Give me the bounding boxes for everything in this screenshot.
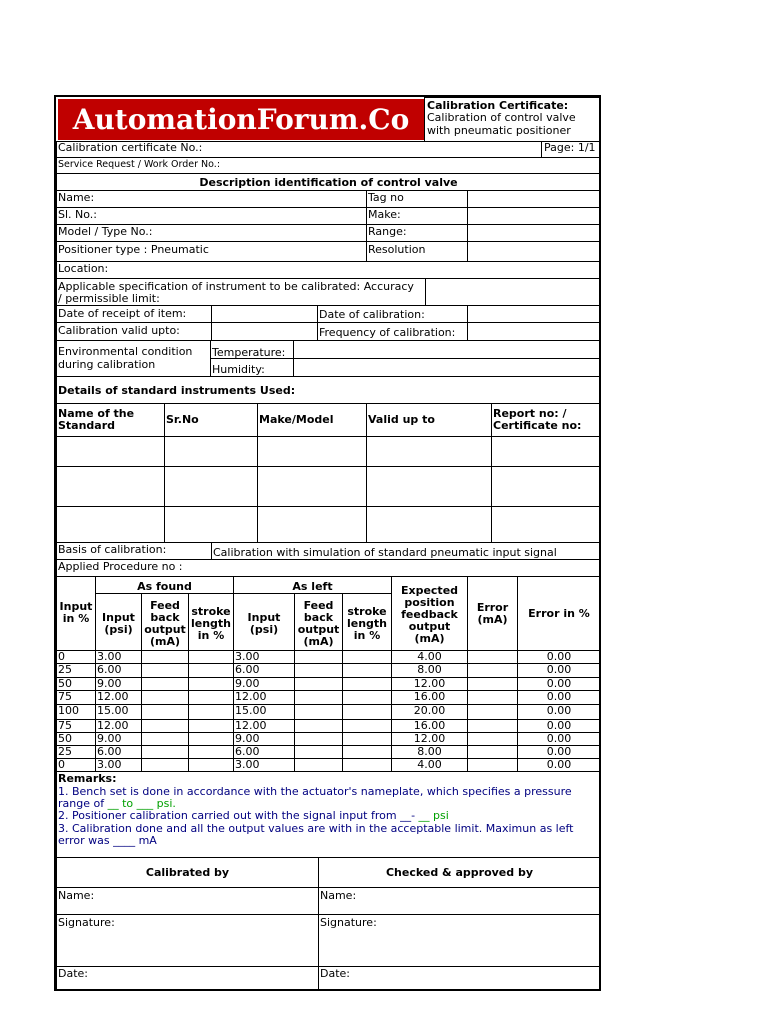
- sl-no-label: Sl. No.:: [58, 208, 97, 221]
- calibrated-by-signature-label: Signature:: [58, 916, 115, 929]
- description-heading: Description identification of control valve: [199, 176, 458, 189]
- specification-label: / permissible limit:: [58, 292, 160, 305]
- basis-value: Calibration with simulation of standard pneumatic input signal: [213, 546, 557, 559]
- result-cell[interactable]: [467, 758, 518, 772]
- cert-no-label: Calibration certificate No.:: [58, 141, 203, 154]
- result-cell[interactable]: [294, 704, 343, 720]
- col-error-ma: Error: [476, 601, 509, 614]
- standards-cell[interactable]: [164, 466, 258, 507]
- result-value: 16.00: [413, 719, 446, 732]
- result-value: 0.00: [546, 719, 572, 732]
- model-label: Model / Type No.:: [58, 225, 153, 238]
- basis-label: Basis of calibration:: [58, 543, 167, 556]
- result-value: 12.00: [97, 690, 129, 703]
- humidity-label: Humidity:: [212, 363, 265, 376]
- col-left-input-psi: (psi): [249, 623, 279, 636]
- standards-cell[interactable]: [56, 466, 165, 507]
- col-found-feedback: output: [144, 623, 186, 636]
- col-input-percent: in %: [62, 612, 90, 625]
- result-cell[interactable]: [294, 663, 343, 678]
- result-value: 0.00: [546, 732, 572, 745]
- result-cell[interactable]: [294, 745, 343, 759]
- calibrated-by-heading: Calibrated by: [145, 866, 230, 879]
- specification-value-cell[interactable]: [425, 278, 601, 306]
- result-cell[interactable]: [467, 719, 518, 733]
- result-value: 6.00: [97, 745, 122, 758]
- col-name-standard: Name of the: [58, 407, 135, 420]
- col-expected-output: feedback: [401, 608, 458, 621]
- temperature-label: Temperature:: [212, 346, 286, 359]
- result-cell[interactable]: [342, 704, 392, 720]
- col-left-stroke: stroke: [347, 605, 387, 618]
- result-value: 20.00: [413, 704, 446, 717]
- result-cell[interactable]: [141, 663, 189, 678]
- result-cell[interactable]: [294, 677, 343, 691]
- result-cell[interactable]: [188, 650, 234, 664]
- standards-cell[interactable]: [56, 436, 165, 467]
- positioner-label: Positioner type : Pneumatic: [58, 243, 209, 256]
- result-value: 0: [58, 650, 65, 663]
- result-value: 0: [58, 758, 65, 771]
- calibrated-by-name-cell[interactable]: [56, 887, 319, 915]
- frequency-value-cell[interactable]: [467, 322, 601, 341]
- result-value: 12.00: [97, 719, 129, 732]
- result-cell[interactable]: [141, 758, 189, 772]
- remark-1: 1. Bench set is done in accordance with the actuator's nameplate, which specifies a pressure: [58, 785, 572, 798]
- result-cell[interactable]: [188, 663, 234, 678]
- result-value: 0.00: [546, 745, 572, 758]
- standards-cell[interactable]: [366, 506, 492, 543]
- result-value: 15.00: [97, 704, 129, 717]
- checked-by-name-label: Name:: [320, 889, 357, 902]
- checked-by-signature-label: Signature:: [320, 916, 377, 929]
- result-value: 12.00: [413, 732, 446, 745]
- environment-label: Environmental condition: [58, 345, 193, 358]
- standards-cell[interactable]: [491, 466, 601, 507]
- standards-cell[interactable]: [164, 506, 258, 543]
- sl-no-cell[interactable]: [56, 207, 367, 225]
- result-cell[interactable]: [141, 650, 189, 664]
- standards-heading: Details of standard instruments Used:: [58, 384, 296, 397]
- result-cell[interactable]: [188, 677, 234, 691]
- checked-by-name-cell[interactable]: [318, 887, 601, 915]
- result-cell[interactable]: [467, 690, 518, 705]
- result-value: 0.00: [546, 704, 572, 717]
- col-valid-up-to: Valid up to: [368, 413, 435, 426]
- result-value: 0.00: [546, 650, 572, 663]
- tag-label: Tag no: [368, 191, 404, 204]
- page-number: Page: 1/1: [544, 141, 596, 154]
- col-found-stroke: length: [190, 617, 232, 630]
- cert-title: Calibration Certificate:: [427, 99, 569, 112]
- location-label: Location:: [58, 262, 109, 275]
- range-value-cell[interactable]: [467, 224, 601, 242]
- remark-3: 3. Calibration done and all the output values are with in the acceptable limit. Maximun as left: [58, 822, 574, 835]
- col-left-stroke: length: [346, 617, 388, 630]
- result-value: 16.00: [413, 690, 446, 703]
- result-cell[interactable]: [141, 704, 189, 720]
- humidity-value-cell[interactable]: [293, 358, 601, 377]
- procedure-label: Applied Procedure no :: [58, 560, 183, 573]
- result-value: 0.00: [546, 690, 572, 703]
- standards-cell[interactable]: [491, 506, 601, 543]
- checked-by-heading: Checked & approved by: [385, 866, 534, 879]
- result-value: 12.00: [235, 690, 267, 703]
- name-cell[interactable]: [56, 190, 367, 208]
- col-report-no: Certificate no:: [493, 419, 582, 432]
- resolution-value-cell[interactable]: [467, 241, 601, 262]
- col-name-standard: Standard: [58, 419, 116, 432]
- checked-by-date-cell[interactable]: [318, 966, 601, 991]
- calibrated-by-date-cell[interactable]: [56, 966, 319, 991]
- result-value: 9.00: [235, 677, 260, 690]
- col-expected-output: position: [404, 596, 455, 609]
- result-value: 9.00: [235, 732, 260, 745]
- result-value: 0.00: [546, 677, 572, 690]
- result-value: 9.00: [97, 732, 122, 745]
- col-left-feedback: Feed: [303, 599, 334, 612]
- result-cell[interactable]: [342, 732, 392, 746]
- result-cell[interactable]: [188, 690, 234, 705]
- as-found-heading: As found: [137, 580, 192, 593]
- result-value: 6.00: [97, 663, 122, 676]
- col-expected-output: Expected: [400, 584, 459, 597]
- result-cell[interactable]: [294, 732, 343, 746]
- result-cell[interactable]: [342, 690, 392, 705]
- date-calibration-label: Date of calibration:: [319, 308, 425, 321]
- result-cell[interactable]: [467, 663, 518, 678]
- make-value-cell[interactable]: [467, 207, 601, 225]
- result-value: 12.00: [413, 677, 446, 690]
- cert-subtitle: Calibration of control valve: [427, 111, 576, 124]
- col-found-feedback: Feed: [150, 599, 180, 612]
- result-cell[interactable]: [188, 732, 234, 746]
- standards-cell[interactable]: [56, 506, 165, 543]
- remark-1-range: __ to ___ psi.: [107, 797, 176, 810]
- col-expected-output: (mA): [414, 632, 445, 645]
- col-sr-no: Sr.No: [166, 413, 199, 426]
- col-left-stroke: in %: [353, 629, 381, 642]
- remark-2: [58, 810, 449, 822]
- result-cell[interactable]: [141, 690, 189, 705]
- name-label: Name:: [58, 191, 95, 204]
- receipt-value-cell[interactable]: [211, 305, 318, 323]
- as-left-heading: As left: [292, 580, 333, 593]
- result-cell[interactable]: [188, 704, 234, 720]
- col-left-feedback: output: [297, 623, 340, 636]
- result-cell[interactable]: [467, 677, 518, 691]
- result-cell[interactable]: [342, 663, 392, 678]
- result-value: 0.00: [546, 758, 572, 771]
- col-input-percent: Input: [59, 600, 93, 613]
- result-value: 9.00: [97, 677, 122, 690]
- remark-3: error was ____ mA: [58, 834, 157, 847]
- result-cell[interactable]: [342, 650, 392, 664]
- standards-cell[interactable]: [257, 506, 367, 543]
- result-value: 8.00: [417, 745, 442, 758]
- frequency-label: Frequency of calibration:: [319, 326, 456, 339]
- remark-1-text: range of: [58, 797, 108, 810]
- date-calibration-value-cell[interactable]: [467, 305, 601, 323]
- result-value: 6.00: [235, 745, 260, 758]
- result-value: 3.00: [235, 758, 260, 771]
- result-value: 3.00: [235, 650, 260, 663]
- checked-by-date-label: Date:: [320, 967, 350, 980]
- standards-cell[interactable]: [164, 436, 258, 467]
- resolution-label: Resolution: [368, 243, 426, 256]
- result-value: 50: [58, 677, 72, 690]
- calibration-certificate-form: [54, 95, 601, 991]
- environment-label: during calibration: [58, 358, 156, 371]
- col-found-feedback: (mA): [149, 635, 181, 648]
- location-cell[interactable]: [56, 261, 601, 279]
- result-cell[interactable]: [294, 719, 343, 733]
- standards-cell[interactable]: [366, 436, 492, 467]
- result-cell[interactable]: [342, 677, 392, 691]
- col-found-input-psi: Input: [102, 611, 135, 624]
- result-value: 50: [58, 732, 72, 745]
- result-value: 12.00: [235, 719, 267, 732]
- col-left-input-psi: Input: [247, 611, 281, 624]
- result-cell[interactable]: [141, 677, 189, 691]
- valid-upto-label: Calibration valid upto:: [58, 324, 180, 337]
- make-label: Make:: [368, 208, 401, 221]
- result-value: 15.00: [235, 704, 267, 717]
- result-value: 0.00: [546, 663, 572, 676]
- result-value: 4.00: [417, 758, 442, 771]
- result-cell[interactable]: [342, 745, 392, 759]
- col-found-stroke: stroke: [191, 605, 231, 618]
- col-found-stroke: in %: [197, 629, 225, 642]
- result-value: 4.00: [417, 650, 442, 663]
- result-cell[interactable]: [141, 745, 189, 759]
- col-expected-output: output: [408, 620, 451, 633]
- standards-cell[interactable]: [257, 466, 367, 507]
- calibrated-by-name-label: Name:: [58, 889, 95, 902]
- result-value: 25: [58, 745, 72, 758]
- logo: AutomationForum.Co: [58, 99, 424, 140]
- tag-value-cell[interactable]: [467, 190, 601, 208]
- result-value: 6.00: [235, 663, 260, 676]
- result-cell[interactable]: [467, 650, 518, 664]
- result-cell[interactable]: [294, 758, 343, 772]
- col-make-model: Make/Model: [259, 413, 334, 426]
- col-left-feedback: (mA): [303, 635, 334, 648]
- col-found-input-psi: (psi): [104, 623, 133, 636]
- result-value: 3.00: [97, 650, 122, 663]
- col-error-percent: Error in %: [528, 607, 590, 620]
- calibrated-by-date-label: Date:: [58, 967, 88, 980]
- cert-subtitle: with pneumatic positioner: [427, 124, 571, 137]
- remarks-heading: Remarks:: [58, 772, 117, 785]
- result-cell[interactable]: [294, 650, 343, 664]
- service-request-label: Service Request / Work Order No.:: [58, 159, 221, 170]
- temperature-value-cell[interactable]: [293, 340, 601, 359]
- standards-cell[interactable]: [491, 436, 601, 467]
- col-error-ma: (mA): [477, 613, 508, 626]
- result-cell[interactable]: [467, 732, 518, 746]
- specification-label: Applicable specification of instrument to be calibrated: Accuracy: [58, 280, 414, 293]
- result-cell[interactable]: [467, 745, 518, 759]
- result-cell[interactable]: [188, 719, 234, 733]
- result-value: 8.00: [417, 663, 442, 676]
- result-cell[interactable]: [342, 758, 392, 772]
- result-cell[interactable]: [294, 690, 343, 705]
- result-value: 100: [58, 704, 79, 717]
- col-left-feedback: back: [303, 611, 334, 624]
- col-report-no: Report no: /: [493, 407, 567, 420]
- result-value: 25: [58, 663, 72, 676]
- result-value: 3.00: [97, 758, 122, 771]
- receipt-label: Date of receipt of item:: [58, 307, 187, 320]
- result-cell[interactable]: [467, 704, 518, 720]
- result-value: 75: [58, 690, 72, 703]
- result-cell[interactable]: [141, 719, 189, 733]
- result-cell[interactable]: [188, 745, 234, 759]
- standards-cell[interactable]: [257, 436, 367, 467]
- remark-2-range: __ psi: [418, 809, 449, 822]
- valid-upto-value-cell[interactable]: [211, 322, 318, 341]
- col-found-feedback: back: [150, 611, 180, 624]
- result-cell[interactable]: [342, 719, 392, 733]
- remark-2-text: 2. Positioner calibration carried out with the signal input from __-: [58, 809, 419, 822]
- result-cell[interactable]: [141, 732, 189, 746]
- range-label: Range:: [368, 225, 407, 238]
- result-value: 75: [58, 719, 72, 732]
- result-cell[interactable]: [188, 758, 234, 772]
- standards-cell[interactable]: [366, 466, 492, 507]
